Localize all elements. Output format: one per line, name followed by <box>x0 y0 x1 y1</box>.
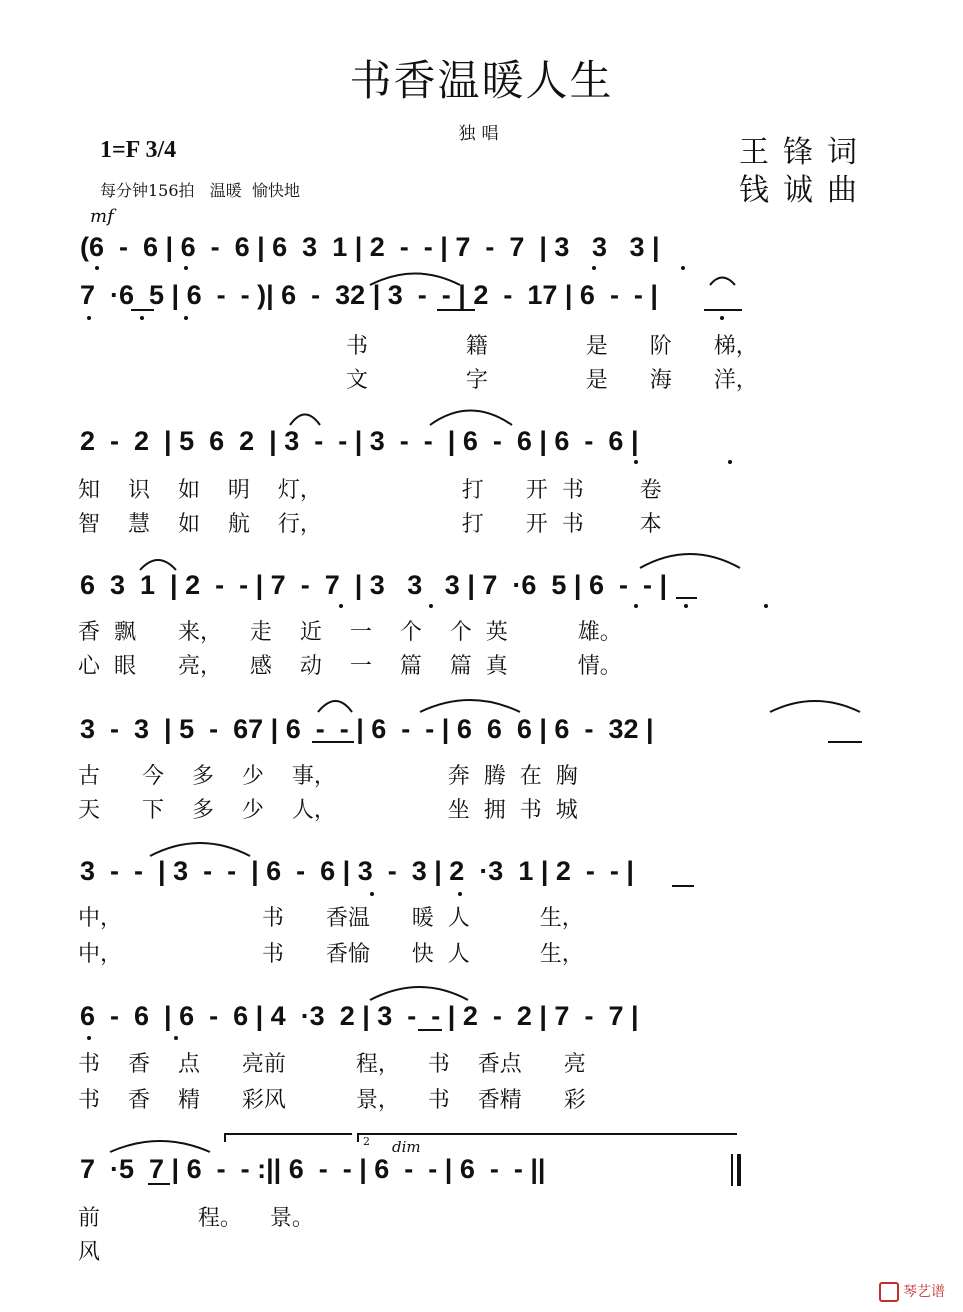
lyric-verse-1: 书 香 点 亮前 程， 书 香点 亮 <box>78 1052 586 1077</box>
slur <box>370 274 460 286</box>
lyric-verse-2: 中， 书 香愉 快 人 生， <box>78 942 584 967</box>
slur <box>140 560 176 570</box>
slur <box>318 701 352 712</box>
low-octave-dot <box>634 604 638 608</box>
lyric-verse-1: 知 识 如 明 灯， 打 开 书 卷 <box>78 478 662 503</box>
volta-two-bracket <box>358 1134 737 1142</box>
low-octave-dot <box>339 604 343 608</box>
lyric-verse-2: 书 香 精 彩风 景， 书 香精 彩 <box>78 1088 586 1113</box>
lyric-verse-2: 文 字 是 海 洋， <box>346 368 758 393</box>
low-octave-dot <box>95 266 99 270</box>
key-signature: 1=F 3/4 <box>100 137 177 163</box>
lyricist-credit: 王锋词 <box>739 135 871 170</box>
watermark: 琴艺谱 <box>879 1282 945 1302</box>
lyric-verse-2: 风 <box>78 1240 101 1265</box>
low-octave-dot <box>728 460 732 464</box>
low-octave-dot <box>720 316 724 320</box>
lyric-verse-2: 天 下 多 少 人， 坐 拥 书 城 <box>78 798 578 823</box>
tempo-marking: 每分钟156拍 温暖 愉快地 <box>100 181 300 200</box>
lyric-verse-1: 书 籍 是 阶 梯， <box>346 334 758 359</box>
lyric-verse-2: 心 眼 亮， 感 动 一 篇 篇 真 情。 <box>78 654 622 679</box>
low-octave-dot <box>174 1036 178 1040</box>
lyric-verse-1: 前 程。 景。 <box>78 1206 314 1231</box>
lyric-verse-1: 中， 书 香温 暖 人 生， <box>78 906 584 931</box>
dynamic-mark: mf <box>90 206 114 227</box>
notation-row: 6 3 1 | 2 - - | 7 - 7 | 3 3 3 | 7 ·6 5 | 6 - - | <box>80 570 668 600</box>
song-title: 书香温暖人生 <box>349 56 614 105</box>
slur <box>420 700 520 712</box>
dim-mark: dim <box>392 1138 421 1156</box>
notation-row: (6 - 6 | 6 - 6 | 6 3 1 | 2 - - | 7 - 7 | 3 3 3 | <box>80 232 660 262</box>
low-octave-dot <box>140 316 144 320</box>
slur <box>370 987 468 1000</box>
slur <box>710 278 735 286</box>
low-octave-dot <box>370 892 374 896</box>
slur <box>640 554 740 568</box>
low-octave-dot <box>87 1036 91 1040</box>
low-octave-dot <box>184 316 188 320</box>
low-octave-dot <box>429 604 433 608</box>
low-octave-dot <box>764 604 768 608</box>
lyric-verse-1: 古 今 多 少 事， 奔 腾 在 胸 <box>78 764 578 789</box>
low-octave-dot <box>592 266 596 270</box>
volta-one-bracket <box>225 1134 352 1142</box>
low-octave-dot <box>684 604 688 608</box>
low-octave-dot <box>458 892 462 896</box>
low-octave-dot <box>681 266 685 270</box>
low-octave-dot <box>87 316 91 320</box>
volta-two-number: 2 <box>363 1135 370 1148</box>
composer-credit: 钱诚曲 <box>739 173 871 208</box>
logo-icon <box>879 1282 899 1302</box>
slur <box>150 843 250 856</box>
notation-row: 7 ·6 5 | 6 - - )| 6 - 32 | 3 - - | 2 - 17 | 6 - - | <box>80 280 658 310</box>
notation-row: 7 ·5 7 | 6 - - :|| 6 - - | 6 - - | 6 - - || <box>80 1154 546 1184</box>
notation-row: 2 - 2 | 5 6 2 | 3 - - | 3 - - | 6 - 6 | 6 - 6 | <box>80 426 639 456</box>
slur <box>110 1141 210 1152</box>
slur <box>770 701 860 712</box>
performance-type: 独唱 <box>458 124 505 144</box>
notation-row: 3 - - | 3 - - | 6 - 6 | 3 - 3 | 2 ·3 1 | 2 - - | <box>80 856 634 886</box>
slur <box>430 411 512 426</box>
low-octave-dot <box>184 266 188 270</box>
low-octave-dot <box>634 460 638 464</box>
lyric-verse-2: 智 慧 如 航 行， 打 开 书 本 <box>78 512 662 537</box>
notation-row: 3 - 3 | 5 - 67 | 6 - - | 6 - - | 6 6 6 | 6 - 32 | <box>80 714 654 744</box>
slur <box>290 415 320 426</box>
notation-row: 6 - 6 | 6 - 6 | 4 ·3 2 | 3 - - | 2 - 2 | 7 - 7 | <box>80 1001 639 1031</box>
lyric-verse-1: 香 飘 来， 走 近 一 个 个 英 雄。 <box>78 620 622 645</box>
